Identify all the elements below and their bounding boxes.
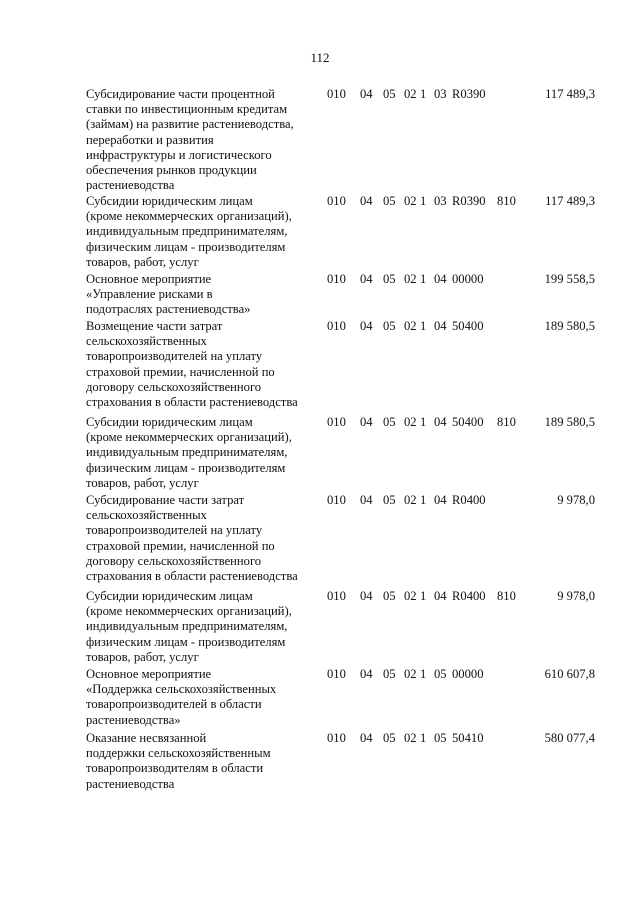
description-line: договору сельскохозяйственного [86, 379, 262, 394]
description-line: товаропроизводителей на уплату [86, 349, 263, 364]
amount: 580 077,4 [544, 731, 595, 745]
description-line: растениеводства [86, 178, 175, 193]
amount: 117 489,3 [545, 194, 595, 208]
subprogram-code: 1 [420, 589, 427, 603]
row-description [86, 194, 314, 270]
description-line: физическим лицам - производителям [86, 239, 286, 254]
subsection-code: 05 [383, 589, 396, 603]
direction-code: R0400 [452, 493, 486, 507]
description-line: товаропроизводителей в области [86, 697, 262, 712]
direction-code: 50400 [452, 415, 484, 429]
program-code: 02 [404, 87, 417, 101]
admin-code: 010 [327, 194, 346, 208]
section-code: 04 [360, 493, 373, 507]
description-line: физическим лицам - производителям [86, 634, 286, 649]
main-event-code: 04 [434, 493, 447, 507]
section-code: 04 [360, 87, 373, 101]
section-code: 04 [360, 194, 373, 208]
subsection-code: 05 [383, 731, 396, 745]
main-event-code: 04 [434, 589, 447, 603]
description-line: Основное мероприятие [86, 667, 212, 681]
amount: 189 580,5 [544, 319, 595, 333]
direction-code: R0400 [452, 589, 486, 603]
subsection-code: 05 [383, 319, 396, 333]
section-code: 04 [360, 731, 373, 745]
description-line: страхования в области растениеводства [86, 569, 298, 584]
description-line: ставки по инвестиционным кредитам [86, 102, 288, 117]
subsection-code: 05 [383, 415, 396, 429]
description-line: (займам) на развитие растениеводства, [86, 117, 294, 132]
description-line: «Управление рисками в [86, 287, 213, 302]
main-event-code: 03 [434, 87, 447, 101]
direction-code: 00000 [452, 272, 484, 286]
description-line: страховой премии, начисленной по [86, 364, 275, 379]
subsection-code: 05 [383, 272, 396, 286]
admin-code: 010 [327, 493, 346, 507]
row-description [86, 589, 314, 665]
direction-code: 50410 [452, 731, 484, 745]
subsection-code: 05 [383, 493, 396, 507]
admin-code: 010 [327, 319, 346, 333]
amount: 610 607,8 [544, 667, 595, 681]
admin-code: 010 [327, 589, 346, 603]
program-code: 02 [404, 731, 417, 745]
program-code: 02 [404, 667, 417, 681]
description-line: обеспечения рынков продукции [86, 163, 257, 178]
program-code: 02 [404, 272, 417, 286]
subprogram-code: 1 [420, 667, 427, 681]
expense-type-code: 810 [497, 194, 516, 208]
description-line: (кроме некоммерческих организаций), [86, 430, 292, 445]
description-line: Субсидии юридическим лицам [86, 415, 253, 429]
subprogram-code: 1 [420, 194, 427, 208]
description-line: страховой премии, начисленной по [86, 538, 275, 553]
main-event-code: 05 [434, 731, 447, 745]
description-line: индивидуальным предпринимателям, [86, 224, 288, 239]
amount: 199 558,5 [544, 272, 595, 286]
section-code: 04 [360, 272, 373, 286]
row-description [86, 415, 314, 491]
admin-code: 010 [327, 87, 346, 101]
section-code: 04 [360, 415, 373, 429]
description-line: товаров, работ, услуг [86, 649, 199, 664]
admin-code: 010 [327, 415, 346, 429]
main-event-code: 03 [434, 194, 447, 208]
description-line: (кроме некоммерческих организаций), [86, 209, 292, 224]
row-description [86, 272, 314, 318]
subprogram-code: 1 [420, 272, 427, 286]
description-line: подотраслях растениеводства» [86, 302, 251, 317]
main-event-code: 04 [434, 415, 447, 429]
description-line: растениеводства [86, 776, 175, 791]
program-code: 02 [404, 194, 417, 208]
program-code: 02 [404, 493, 417, 507]
description-line: инфраструктуры и логистического [86, 147, 272, 162]
direction-code: 00000 [452, 667, 484, 681]
description-line: сельскохозяйственных [86, 508, 207, 523]
row-description [86, 87, 314, 193]
program-code: 02 [404, 589, 417, 603]
description-line: Субсидирование части процентной [86, 87, 275, 101]
description-line: индивидуальным предпринимателям, [86, 445, 288, 460]
description-line: поддержки сельскохозяйственным [86, 746, 271, 761]
row-description [86, 667, 314, 728]
row-description [86, 319, 314, 410]
description-line: договору сельскохозяйственного [86, 553, 262, 568]
main-event-code: 05 [434, 667, 447, 681]
amount: 9 978,0 [557, 589, 595, 603]
page-number: 112 [310, 50, 330, 65]
program-code: 02 [404, 415, 417, 429]
expense-type-code: 810 [497, 415, 516, 429]
description-line: сельскохозяйственных [86, 334, 207, 349]
description-line: Субсидирование части затрат [86, 493, 245, 507]
subprogram-code: 1 [420, 493, 427, 507]
description-line: (кроме некоммерческих организаций), [86, 604, 292, 619]
direction-code: R0390 [452, 194, 486, 208]
description-line: товаропроизводителям в области [86, 761, 264, 776]
direction-code: R0390 [452, 87, 486, 101]
description-line: страхования в области растениеводства [86, 395, 298, 410]
description-line: Субсидии юридическим лицам [86, 589, 253, 603]
main-event-code: 04 [434, 319, 447, 333]
row-description [86, 731, 314, 792]
description-line: переработки и развития [86, 132, 214, 147]
description-line: товаропроизводителей на уплату [86, 523, 263, 538]
subsection-code: 05 [383, 667, 396, 681]
subsection-code: 05 [383, 87, 396, 101]
description-line: «Поддержка сельскохозяйственных [86, 682, 277, 697]
description-line: Возмещение части затрат [86, 319, 223, 333]
direction-code: 50400 [452, 319, 484, 333]
description-line: товаров, работ, услуг [86, 475, 199, 490]
description-line: Субсидии юридическим лицам [86, 194, 253, 208]
expense-type-code: 810 [497, 589, 516, 603]
section-code: 04 [360, 667, 373, 681]
subprogram-code: 1 [420, 731, 427, 745]
section-code: 04 [360, 319, 373, 333]
admin-code: 010 [327, 272, 346, 286]
row-description [86, 493, 314, 584]
description-line: Оказание несвязанной [86, 731, 207, 745]
section-code: 04 [360, 589, 373, 603]
description-line: физическим лицам - производителям [86, 460, 286, 475]
amount: 117 489,3 [545, 87, 595, 101]
description-line: индивидуальным предпринимателям, [86, 619, 288, 634]
description-line: растениеводства» [86, 712, 181, 727]
admin-code: 010 [327, 731, 346, 745]
amount: 9 978,0 [557, 493, 595, 507]
description-line: товаров, работ, услуг [86, 254, 199, 269]
subprogram-code: 1 [420, 319, 427, 333]
admin-code: 010 [327, 667, 346, 681]
subprogram-code: 1 [420, 87, 427, 101]
program-code: 02 [404, 319, 417, 333]
description-line: Основное мероприятие [86, 272, 212, 286]
amount: 189 580,5 [544, 415, 595, 429]
subprogram-code: 1 [420, 415, 427, 429]
subsection-code: 05 [383, 194, 396, 208]
main-event-code: 04 [434, 272, 447, 286]
